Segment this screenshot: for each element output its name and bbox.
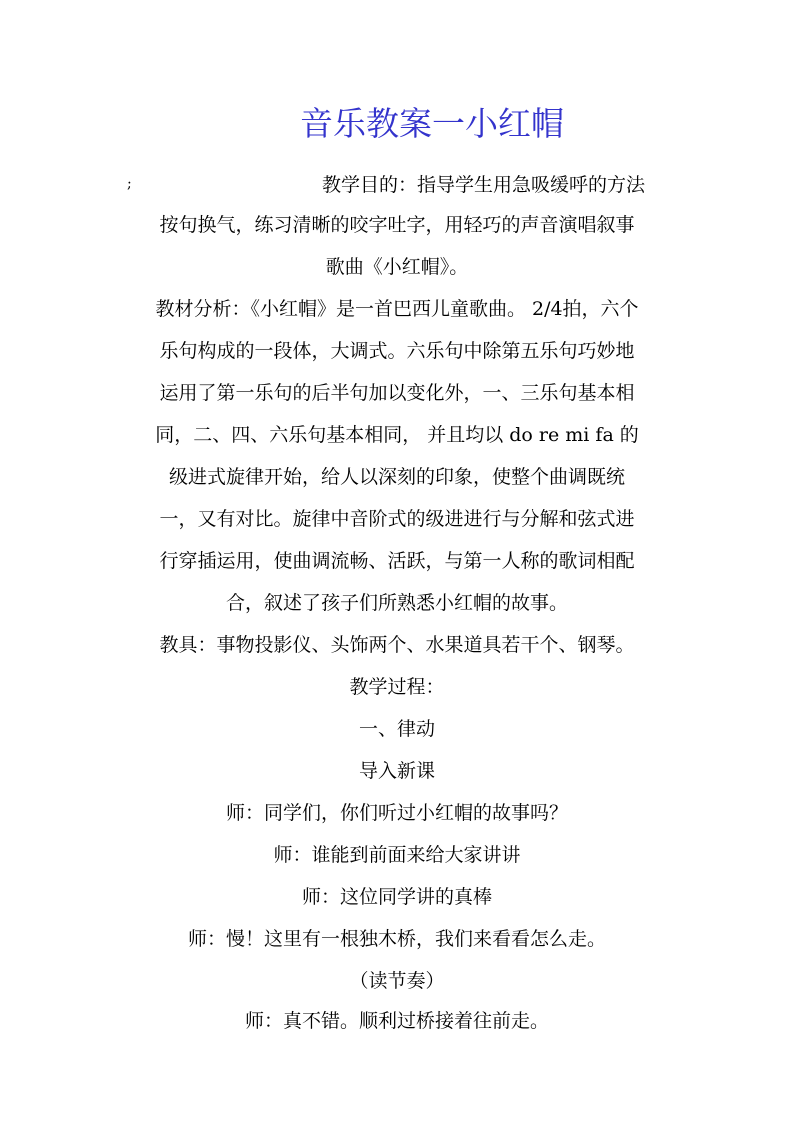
dialogue-line: 师：慢！这里有一根独木桥，我们来看看怎么走。 [187,928,606,950]
dialogue-line: 师：谁能到前面来给大家讲讲 [273,844,521,866]
text-line-objective: 教学目的：指导学生用急吸缓呼的方法 [321,174,645,196]
dialogue-line: 师：同学们，你们听过小红帽的故事吗？ [225,802,568,824]
text-line: 行穿插运用，使曲调流畅、活跃，与第一人称的歌词相配 [159,550,635,572]
dialogue-line: 师：这位同学讲的真棒 [301,886,492,908]
document-title: 音乐教案一小红帽 [300,104,564,143]
text-line: 同，二、四、六乐句基本相同， 并且均以 do re mi fa 的 [155,424,639,446]
section-heading-rhythm: 一、律动 [358,718,435,740]
text-line: 一，又有对比。旋律中音阶式的级进进行与分解和弦式进 [159,508,635,530]
section-heading-process: 教学过程： [349,676,445,698]
text-line: 合，叙述了孩子们所熟悉小红帽的故事。 [225,592,568,614]
dialogue-line: 师：真不错。顺利过桥接着往前走。 [244,1010,549,1032]
text-line: 歌曲《小红帽》。 [325,256,469,278]
stage-direction: （读节奏） [349,970,445,992]
text-line: 按句换气，练习清晰的咬字吐字，用轻巧的声音演唱叙事 [159,214,635,236]
text-line: 乐句构成的一段体，大调式。六乐句中除第五乐句巧妙地 [159,340,635,362]
text-line: 级进式旋律开始，给人以深刻的印象，使整个曲调既统 [168,466,625,488]
text-line: 运用了第一乐句的后半句加以变化外，一、三乐句基本相 [159,382,635,404]
text-line-tools: 教具：事物投影仪、头饰两个、水果道具若干个、钢琴。 [159,634,635,656]
text-line-analysis: 教材分析：《小红帽》是一首巴西儿童歌曲。 2/4拍，六个 [155,298,639,320]
stray-mark: ; [127,176,132,192]
section-heading-intro: 导入新课 [358,760,435,782]
